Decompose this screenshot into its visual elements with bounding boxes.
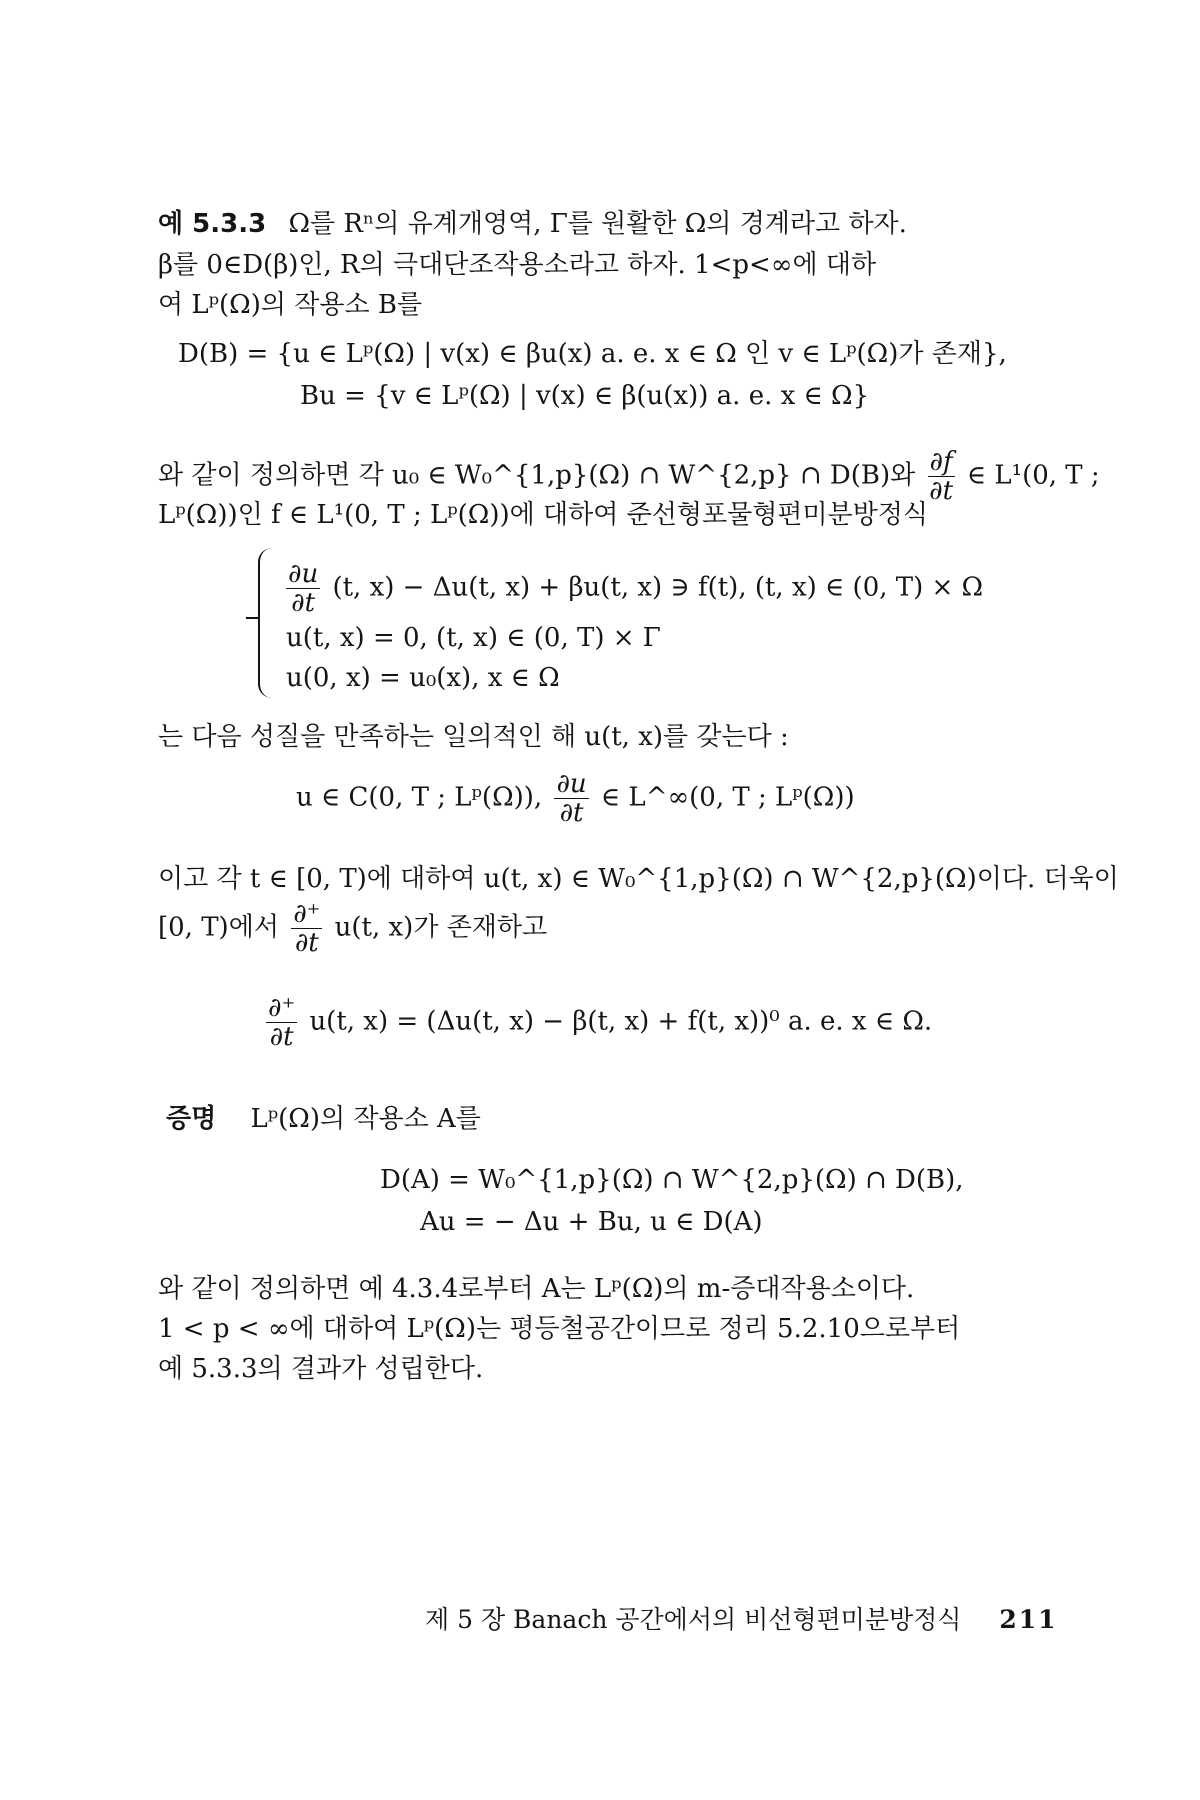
- example-line-2: β를 0∈D(β)인, R의 극대단조작용소라고 하자. 1<p<∞에 대하: [158, 250, 877, 280]
- fraction-numerator: ∂u: [288, 559, 319, 589]
- example-label: 예 5.3.3: [158, 209, 267, 239]
- system-brace: [258, 548, 274, 698]
- fraction-denominator: ∂t: [559, 798, 584, 828]
- regularity-eq: [296, 770, 855, 827]
- right-derivative-fraction: [291, 900, 322, 957]
- para4-text-post: u(t, x)가 존재하고: [334, 912, 548, 943]
- fraction-numerator: ∂⁺: [268, 993, 296, 1023]
- df-dt-fraction: [928, 448, 955, 505]
- chapter-title: 제 5 장 Banach 공간에서의 비선형편미분방정식: [425, 1605, 962, 1634]
- para4-line-2: [158, 900, 547, 957]
- def-b-operator: Bu = {v ∈ Lᵖ(Ω) | v(x) ∈ β(u(x)) a. e. x ∈ Ω}: [300, 381, 870, 411]
- para2-line-2: Lᵖ(Ω))인 f ∈ L¹(0, T ; Lᵖ(Ω))에 대하여 준선형포물형편미분방정식: [158, 500, 928, 530]
- para2-text-pre: 와 같이 정의하면 각 u₀ ∈ W₀^{1,p}(Ω) ∩ W^{2,p} ∩ D(B)와: [158, 460, 916, 491]
- system-eq-1: [282, 560, 983, 617]
- regularity-pre: u ∈ C(0, T ; Lᵖ(Ω)),: [296, 782, 543, 813]
- right-derivative-rest: u(t, x) = (Δu(t, x) − β(t, x) + f(t, x))⁰ a. e. x ∈ Ω.: [309, 1006, 933, 1037]
- du-dt-fraction: [554, 770, 588, 827]
- para3: 는 다음 성질을 만족하는 일의적인 해 u(t, x)를 갖는다 :: [158, 722, 789, 752]
- fraction-denominator: ∂t: [269, 1022, 294, 1052]
- def-b-domain: D(B) = {u ∈ Lᵖ(Ω) | v(x) ∈ βu(x) a. e. x ∈ Ω 인 v ∈ Lᵖ(Ω)가 존재},: [178, 339, 1007, 369]
- page-footer: [425, 1600, 1058, 1636]
- proof-line-2: 와 같이 정의하면 예 4.3.4로부터 A는 Lᵖ(Ω)의 m-증대작용소이다.: [158, 1274, 915, 1304]
- proof-line-1: [166, 1100, 481, 1138]
- right-derivative-fraction: [266, 994, 297, 1051]
- regularity-post: ∈ L^∞(0, T ; Lᵖ(Ω)): [600, 782, 855, 813]
- proof-line-4: 예 5.3.3의 결과가 성립한다.: [158, 1354, 484, 1384]
- para4-line-1: 이고 각 t ∈ [0, T)에 대하여 u(t, x) ∈ W₀^{1,p}(Ω) ∩ W^{2,p}(Ω)이다. 더욱이: [158, 864, 1119, 894]
- fraction-numerator: ∂u: [556, 769, 587, 799]
- proof-line-3: 1 < p < ∞에 대하여 Lᵖ(Ω)는 평등철공간이므로 정리 5.2.10으로부터: [158, 1314, 961, 1344]
- du-dt-fraction: [286, 560, 320, 617]
- def-a-domain: D(A) = W₀^{1,p}(Ω) ∩ W^{2,p}(Ω) ∩ D(B),: [380, 1165, 964, 1195]
- para4-text-pre: [0, T)에서: [158, 912, 279, 943]
- proof-text-1: Lᵖ(Ω)의 작용소 A를: [250, 1104, 481, 1134]
- system-eq-2: u(t, x) = 0, (t, x) ∈ (0, T) × Γ: [286, 623, 661, 653]
- def-a-operator: Au = − Δu + Bu, u ∈ D(A): [420, 1207, 763, 1237]
- fraction-denominator: ∂t: [294, 928, 319, 958]
- fraction-denominator: ∂t: [929, 476, 954, 506]
- system-eq-1-rest: (t, x) − Δu(t, x) + βu(t, x) ∋ f(t), (t, x) ∈ (0, T) × Ω: [332, 572, 984, 603]
- page-number: 211: [999, 1605, 1058, 1634]
- example-line-3: 여 Lᵖ(Ω)의 작용소 B를: [158, 290, 423, 320]
- example-line-1: [158, 205, 907, 243]
- fraction-numerator: ∂⁺: [293, 899, 321, 929]
- fraction-denominator: ∂t: [291, 588, 316, 618]
- para2-text-post: ∈ L¹(0, T ;: [966, 460, 1100, 491]
- fraction-numerator: ∂f: [929, 447, 953, 477]
- proof-label: 증명: [166, 1104, 217, 1134]
- example-text-1: Ω를 Rⁿ의 유계개영역, Γ를 원활한 Ω의 경계라고 하자.: [288, 209, 907, 239]
- system-eq-3: u(0, x) = u₀(x), x ∈ Ω: [286, 663, 560, 693]
- right-derivative-eq: [262, 994, 932, 1051]
- system-brace-tip: [246, 617, 258, 619]
